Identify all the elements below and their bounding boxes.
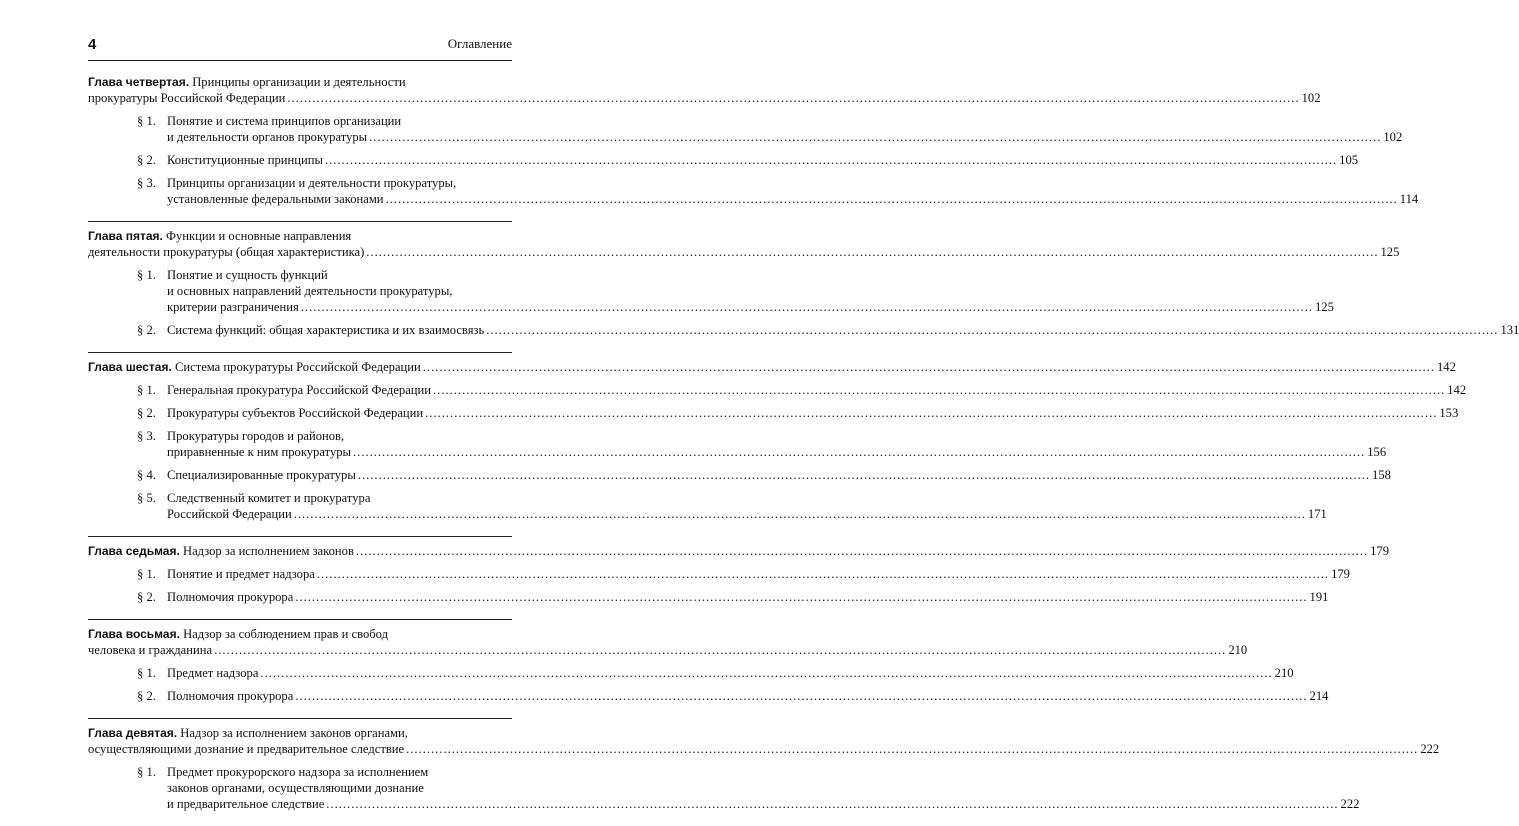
toc-chapter: [88, 74, 1419, 207]
section-page: 102: [1383, 130, 1403, 144]
section-title-line: [167, 506, 1327, 522]
section-title-line: [167, 152, 1358, 168]
chapter-title-text: прокуратуры Российской Федерации: [88, 91, 286, 105]
section-list: [88, 764, 1360, 812]
toc-chapter: [88, 619, 1329, 704]
chapter-title-text: Надзор за соблюдением прав и свобод: [183, 627, 388, 641]
section-title-text: Предмет прокурорского надзора за исполнением: [167, 765, 429, 779]
section-title-line: [167, 566, 1350, 582]
section-title-line: [167, 688, 1328, 704]
chapter-title: [88, 74, 1321, 106]
chapter-title: [88, 626, 1248, 658]
section-title-text: Понятие и система принципов организации: [167, 114, 402, 128]
toc-section: [137, 764, 1360, 812]
section-title-text: Система функций: общая характеристика и их взаимосвязь: [167, 323, 485, 337]
section-title-line: [167, 283, 1334, 299]
toc-section: [137, 467, 1391, 483]
section-mark: § 2.: [137, 323, 156, 337]
chapter-title-line: [88, 74, 512, 90]
toc-section: [137, 428, 1387, 460]
chapter-page: 210: [1228, 643, 1248, 657]
chapter-title-text: человека и гражданина: [88, 643, 213, 657]
section-title-text: Понятие и предмет надзора: [167, 567, 315, 581]
chapter-label: Глава шестая.: [88, 360, 172, 374]
chapter-title-text: деятельности прокуратуры (общая характеристика): [88, 245, 365, 259]
chapter-title-line: [88, 228, 512, 244]
section-title-line: [167, 764, 1359, 780]
section-title-text: и предварительное следствие: [167, 797, 325, 811]
dot-leader: [325, 152, 1337, 168]
header-rule: [88, 60, 512, 61]
page-number: 4: [88, 36, 97, 53]
chapter-title-text: Принципы организации и деятельности: [192, 75, 406, 89]
chapter-title-line: [88, 741, 1440, 757]
toc-section: [137, 589, 1329, 605]
toc-section: [137, 382, 1467, 398]
section-list: [88, 665, 1329, 704]
section-title-line: [167, 299, 1334, 315]
chapter-page: 222: [1420, 742, 1440, 756]
section-title-line: [167, 129, 1402, 145]
section-mark: § 3.: [137, 176, 156, 190]
section-page: 210: [1274, 666, 1294, 680]
section-title-text: Предмет надзора: [167, 666, 259, 680]
section-title-text: и деятельности органов прокуратуры: [167, 130, 368, 144]
dot-leader: [358, 467, 1370, 483]
chapter-title-text: Система прокуратуры Российской Федерации: [174, 360, 421, 374]
toc-section: [137, 152, 1359, 168]
section-list: [88, 113, 1419, 207]
section-title-line: [167, 589, 1328, 605]
dot-leader: [406, 741, 1418, 757]
chapter-title-line: [88, 642, 1248, 658]
section-title-line: [167, 382, 1466, 398]
section-page: 142: [1447, 383, 1467, 397]
chapter-page: 179: [1370, 544, 1390, 558]
section-mark: § 2.: [137, 689, 156, 703]
dot-leader: [433, 382, 1445, 398]
chapter-title: [88, 725, 1440, 757]
dot-leader: [287, 90, 1299, 106]
section-title-line: [167, 191, 1418, 207]
chapter-page: 125: [1380, 245, 1400, 259]
section-title-line: [167, 113, 1402, 129]
chapter-title-line: [88, 543, 1390, 559]
toc-section: [137, 665, 1294, 681]
section-title-text: Конституционные принципы: [167, 153, 323, 167]
dot-leader: [366, 244, 1378, 260]
section-mark: § 5.: [137, 491, 156, 505]
chapter-title: [88, 359, 1456, 375]
section-title-text: установленные федеральными законами: [167, 192, 384, 206]
section-page: 191: [1309, 590, 1329, 604]
section-title-text: Принципы организации и деятельности прокуратуры,: [167, 176, 457, 190]
dot-leader: [317, 566, 1329, 582]
section-title-line: [167, 467, 1391, 483]
chapter-title-text: осуществляющими дознание и предварительное следствие: [88, 742, 405, 756]
chapter-title-text: Функции и основные направления: [166, 229, 352, 243]
chapter-label: Глава четвертая.: [88, 75, 190, 89]
section-page: 156: [1367, 445, 1387, 459]
section-title-line: [167, 428, 1386, 444]
dot-leader: [295, 589, 1307, 605]
dot-leader: [294, 506, 1306, 522]
toc-section: [137, 688, 1329, 704]
chapter-title: [88, 543, 1390, 559]
chapter-label: Глава девятая.: [88, 726, 178, 740]
dot-leader: [260, 665, 1272, 681]
section-title-line: [167, 444, 1386, 460]
section-mark: § 1.: [137, 268, 156, 282]
section-page: 125: [1314, 300, 1334, 314]
section-mark: § 3.: [137, 429, 156, 443]
dot-leader: [425, 405, 1437, 421]
section-title-line: [167, 322, 1519, 338]
dot-leader: [353, 444, 1365, 460]
section-title-text: Полномочия прокурора: [167, 689, 294, 703]
dot-leader: [369, 129, 1381, 145]
toc-chapter: [88, 221, 1519, 338]
section-title-text: законов органами, осуществляющими дознание: [167, 781, 424, 795]
section-page: 214: [1309, 689, 1329, 703]
dot-leader: [356, 543, 1368, 559]
dot-leader: [214, 642, 1226, 658]
toc-chapter: [88, 352, 1467, 522]
toc-section: [137, 322, 1519, 338]
section-page: 114: [1399, 192, 1419, 206]
section-page: 222: [1340, 797, 1360, 811]
section-title-text: Прокуратуры субъектов Российской Федерации: [167, 406, 424, 420]
chapter-title-line: [88, 90, 1321, 106]
toc-section: [137, 113, 1403, 145]
chapter-title-line: [88, 725, 512, 741]
dot-leader: [423, 359, 1435, 375]
chapter-page: 142: [1437, 360, 1456, 374]
section-mark: § 1.: [137, 383, 156, 397]
section-mark: § 2.: [137, 153, 156, 167]
section-page: 105: [1339, 153, 1359, 167]
section-mark: § 2.: [137, 590, 156, 604]
section-title-text: и основных направлений деятельности прокуратуры,: [167, 284, 453, 298]
dot-leader: [486, 322, 1498, 338]
toc-section: [137, 405, 1459, 421]
section-title-text: критерии разграничения: [167, 300, 299, 314]
section-list: [88, 267, 1519, 338]
section-mark: § 2.: [137, 406, 156, 420]
section-mark: § 1.: [137, 114, 156, 128]
toc-chapter: [88, 536, 1390, 605]
section-mark: § 4.: [137, 468, 156, 482]
chapter-page: 102: [1301, 91, 1321, 105]
toc-section: [137, 490, 1327, 522]
section-title-line: [167, 780, 1359, 796]
chapter-label: Глава восьмая.: [88, 627, 180, 641]
dot-leader: [326, 796, 1338, 812]
chapter-label: Глава седьмая.: [88, 544, 180, 558]
section-mark: § 1.: [137, 666, 156, 680]
section-page: 131: [1500, 323, 1519, 337]
section-title-text: Российской Федерации: [167, 507, 292, 521]
section-title-text: Прокуратуры городов и районов,: [167, 429, 345, 443]
section-title-line: [167, 796, 1359, 812]
section-mark: § 1.: [137, 567, 156, 581]
chapter-title: [88, 228, 1400, 260]
dot-leader: [295, 688, 1307, 704]
section-title-text: Специализированные прокуратуры: [167, 468, 356, 482]
chapter-title-line: [88, 626, 512, 642]
dot-leader: [386, 191, 1398, 207]
chapter-label: Глава пятая.: [88, 229, 163, 243]
section-title-text: Полномочия прокурора: [167, 590, 294, 604]
section-page: 153: [1439, 406, 1459, 420]
section-title-text: Генеральная прокуратура Российской Федерации: [167, 383, 432, 397]
table-of-contents: [88, 74, 1519, 826]
section-page: 171: [1307, 507, 1327, 521]
dot-leader: [301, 299, 1313, 315]
section-title-text: Следственный комитет и прокуратура: [167, 491, 371, 505]
section-list: [88, 382, 1467, 522]
section-title-line: [167, 175, 1418, 191]
section-title-line: [167, 490, 1327, 506]
section-title-line: [167, 267, 1334, 283]
running-title: Оглавление: [447, 36, 512, 51]
section-page: 158: [1372, 468, 1391, 482]
toc-section: [137, 267, 1334, 315]
section-page: 179: [1331, 567, 1350, 581]
section-title-line: [167, 405, 1458, 421]
section-mark: § 1.: [137, 765, 156, 779]
chapter-title-line: [88, 359, 1456, 375]
section-title-line: [167, 665, 1294, 681]
section-list: [88, 566, 1350, 605]
toc-section: [137, 566, 1350, 582]
section-title-text: Понятие и сущность функций: [167, 268, 328, 282]
toc-chapter: [88, 718, 1440, 812]
chapter-title-line: [88, 244, 1400, 260]
section-title-text: приравненные к ним прокуратуры: [167, 445, 352, 459]
chapter-title-text: Надзор за исполнением законов органами,: [180, 726, 408, 740]
chapter-title-text: Надзор за исполнением законов: [182, 544, 354, 558]
toc-section: [137, 175, 1419, 207]
